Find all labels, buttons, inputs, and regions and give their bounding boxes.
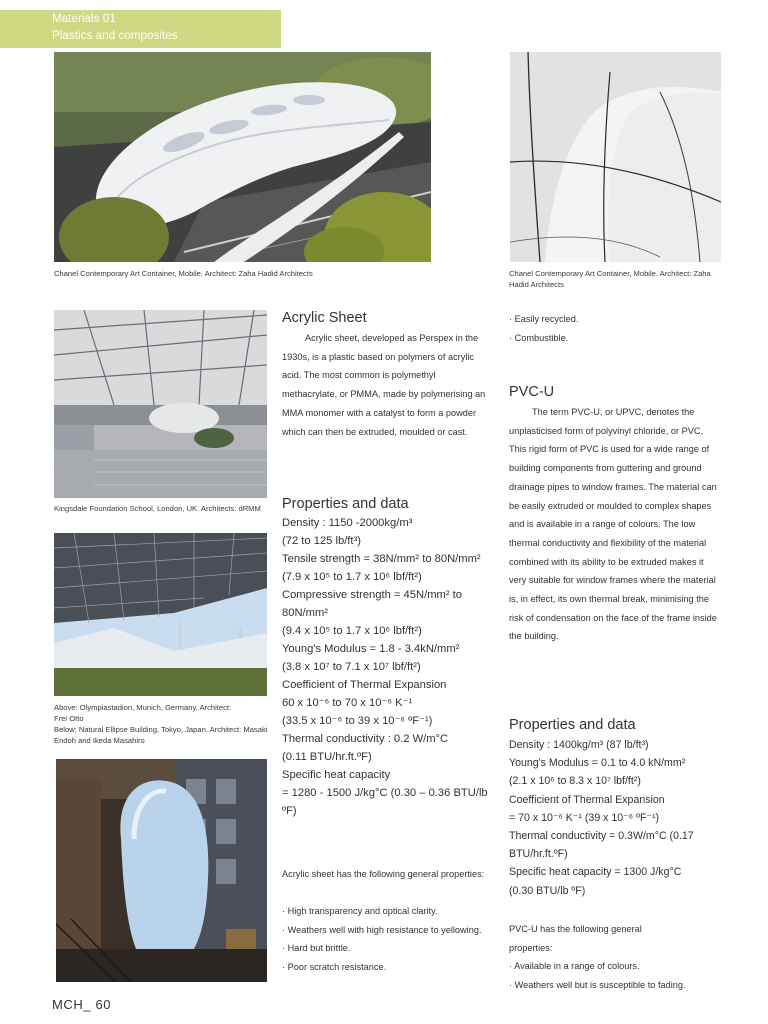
acrylic-general-item: · Hard but brittle. [282,943,351,953]
acrylic-general-list-continued [509,310,721,347]
acrylic-general-item: · High transparency and optical clarity. [282,906,438,916]
acrylic-properties-title: Properties and data [282,496,409,512]
page-number: MCH_ 60 [52,997,112,1012]
chapter-title: Plastics and composites [52,30,178,42]
acrylic-property: Young's Modulus = 1.8 - 3.4kN/mm² [282,643,460,655]
acrylic-property: (72 to 125 lb/ft³) [282,535,361,547]
pvcu-property: Thermal conductivity = 0.3W/m°C (0.17 BTU/hr.ft.ºF) [509,830,694,861]
pvcu-property: (2.1 x 10⁶ to 8.3 x 10⁷ lbf/ft²) [509,775,641,788]
acrylic-property: Thermal conductivity : 0.2 W/m°C [282,733,449,745]
pvcu-general-item: · Weathers well but is susceptible to fading. [509,979,686,990]
acrylic-property: (9.4 x 10⁵ to 1.7 x 10⁶ lbf/ft²) [282,625,422,637]
acrylic-general-item: · Combustible. [509,332,569,343]
acrylic-general-item: · Poor scratch resistance. [282,961,387,972]
photo-chanel-pavilion [54,52,431,262]
chapter-number: Materials 01 [52,13,116,25]
acrylic-properties-list [282,514,494,820]
pvcu-property: Coefficient of Thermal Expansion [509,793,665,806]
acrylic-property: (0.11 BTU/hr.ft.ºF) [282,751,372,763]
caption-kingsdale: Kingsdale Foundation School, London, UK. Architects: dRMM [54,504,261,513]
acrylic-property: (33.5 x 10⁻⁶ to 39 x 10⁻⁶ ºF⁻¹) [282,715,433,727]
photo-olympiastadion [54,533,267,696]
pvcu-property: (0.30 BTU/lb ºF) [509,884,586,897]
acrylic-intro: Acrylic sheet, developed as Perspex in the 1930s, is a plastic based on polymers of acrylic acid. The most common is polymethyl methacrylate, or PMMA, made by polymerising an MMA monomer with a catalyst to form a powder which can then be extruded, moulded or cast. [282,333,486,437]
acrylic-property: = 1280 - 1500 J/kg°C (0.30 – 0.36 BTU/lb ºF) [282,787,488,817]
acrylic-property: Compressive strength = 45N/mm² to 80N/mm² [282,589,462,619]
pvcu-properties-title: Properties and data [509,717,636,733]
chapter-header [0,10,281,48]
acrylic-property: Tensile strength = 38N/mm² to 80N/mm² [282,553,481,565]
pvcu-property: Density : 1400kg/m³ (87 lb/ft³) [509,739,649,751]
acrylic-property: (7.9 x 10⁵ to 1.7 x 10⁶ lbf/ft²) [282,571,422,583]
pvcu-title: PVC-U [509,384,555,400]
acrylic-general-item: · Weathers well with high resistance to yellowing. [282,924,482,935]
pvcu-general-item: · Available in a range of colours. [509,961,640,971]
acrylic-property: 60 x 10⁻⁶ to 70 x 10⁻⁶ K⁻¹ [282,697,413,709]
acrylic-property: (3.8 x 10⁷ to 7.1 x 10⁷ lbf/ft²) [282,661,421,673]
acrylic-general-item: · Easily recycled. [509,314,579,324]
acrylic-property: Coefficient of Thermal Expansion [282,679,447,691]
caption-chanel-left: Chanel Contemporary Art Container, Mobile. Architect: Zaha Hadid Architects [54,269,313,278]
acrylic-general-list [282,902,494,976]
acrylic-title: Acrylic Sheet [282,310,367,326]
pvcu-properties-list [509,736,724,900]
pvcu-intro: The term PVC-U, or UPVC, denotes the unplasticised form of polyvinyl chloride, or PVC. This rigid form of PVC is used for a wide range of building components from guttering and ground drainage pipes to window frames. The material can be easily extruded or moulded to complex shapes and is available in a range of colours. The low thermal conductivity and flexibility of the material combined with its ability to be extruded makes it very suitable for window frames where the material is, in effect, its own thermal break, minimising the risk of condensation on the face of the frame inside the building. [509,407,717,642]
pvcu-property: Specific heat capacity = 1300 J/kg°C [509,866,682,879]
caption-olympia-line2: Frei Otto [54,714,84,723]
acrylic-property: Density : 1150 -2000kg/m³ [282,517,413,529]
pvcu-property: Young's Modulus = 0.1 to 4.0 kN/mm² [509,757,686,770]
acrylic-general-intro: Acrylic sheet has the following general properties: [282,869,485,879]
photo-chanel-detail [510,52,721,262]
acrylic-property: Specific heat capacity [282,769,391,781]
photo-natural-ellipse [56,759,267,982]
photo-kingsdale-school [54,310,267,498]
caption-olympia-line1: Above: Olympiastadion, Munich, Germany. Architect: [54,703,232,712]
pvcu-general-intro: PVC-U has the following general properties: [509,924,642,953]
caption-chanel-right: Chanel Contemporary Art Container, Mobile. Architect: Zaha Hadid Architects [509,269,711,289]
caption-natural-ellipse: Below: Natural Ellipse Building, Tokyo, Japan. Architect: Masaki Endoh and Ikeda Masahiro [54,725,268,745]
pvcu-property: = 70 x 10⁻⁶ K⁻¹ (39 x 10⁻⁶ ºF⁻¹) [509,811,660,824]
pvcu-general-list [509,957,724,994]
caption-olympia-natural-ellipse [54,702,268,746]
